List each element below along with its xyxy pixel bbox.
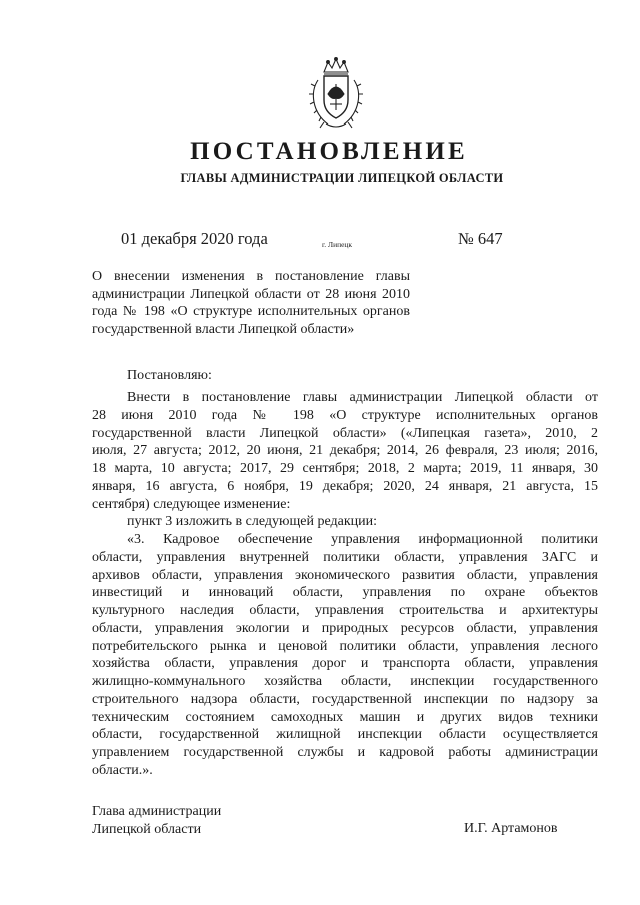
- body-line: культурного наследия области, управления строительства и архитектуры: [92, 603, 598, 618]
- issuer-subtitle: ГЛАВЫ АДМИНИСТРАЦИИ ЛИПЕЦКОЙ ОБЛАСТИ: [180, 171, 504, 185]
- signatory-position: [92, 803, 221, 839]
- body-line: инвестиций и инноваций области, управления по охране объектов: [92, 585, 598, 601]
- subject-line: года № 198 «О структуре исполнительных органов: [92, 304, 410, 319]
- body-line: строительного надзора области, государственной инспекции по надзору за: [92, 691, 598, 707]
- body-line: государственной власти Липецкой области» («Липецкая газета», 2010, 2: [92, 425, 598, 441]
- body-line: «3. Кадровое обеспечение управления информационной политики: [127, 532, 598, 547]
- body-line: области, государственной жилищной инспекции области осуществляется: [92, 727, 598, 743]
- body-line: области, управления внутренней политики области, управления ЗАГС и: [92, 549, 598, 565]
- document-body: [92, 389, 598, 780]
- body-line: архивов области, управления экономического развития области, управления: [92, 567, 598, 583]
- body-line: сентября) следующее изменение:: [92, 496, 291, 512]
- decree-word: Постановляю:: [127, 368, 212, 383]
- document-number: № 647: [458, 229, 503, 248]
- document-city: г. Липецк: [322, 240, 353, 249]
- body-line: 28 июня 2010 года № 198 «О структуре исполнительных органов: [92, 407, 598, 423]
- document-date: 01 декабря 2020 года: [121, 229, 268, 248]
- body-line: Внести в постановление главы администрации Липецкой области от: [127, 390, 598, 405]
- signatory-position-line: Глава администрации: [92, 804, 222, 819]
- subject-line: администрации Липецкой области от 28 июня 2010: [92, 286, 410, 302]
- body-line: жилищно-коммунального хозяйства области, инспекции государственного: [92, 674, 598, 689]
- subject-line: О внесении изменения в постановление главы: [92, 269, 410, 284]
- document-subject: [92, 268, 410, 338]
- body-line: управлением государственной службы и кадровой работы администрации: [92, 745, 598, 760]
- body-line: области.».: [92, 762, 153, 778]
- signatory-name: И.Г. Артамонов: [464, 821, 558, 836]
- body-line: 18 марта, 10 августа; 2017, 29 сентября; 2018, 2 марта; 2019, 11 января, 30: [92, 461, 598, 476]
- coat-of-arms-icon: [306, 56, 366, 132]
- subject-line: государственной власти Липецкой области»: [92, 321, 355, 337]
- body-line: техническим состоянием самоходных машин и других видов техники: [92, 709, 598, 725]
- body-line: области, управления экологии и природных ресурсов области, управления: [92, 620, 598, 636]
- signatory-position-line: Липецкой области: [92, 822, 202, 837]
- body-line: пункт 3 изложить в следующей редакции:: [127, 514, 377, 530]
- body-line: потребительского рынка и ценовой политики области, управления лесного: [92, 638, 598, 654]
- body-line: января, 16 августа, 6 ноября, 19 декабря; 2020, 24 января, 21 августа, 15: [92, 478, 598, 494]
- body-line: хозяйства области, управления дорог и транспорта области, управления: [92, 656, 598, 672]
- body-line: июля, 27 августа; 2012, 20 июня, 21 декабря; 2014, 26 февраля, 23 июля; 2016,: [92, 443, 598, 459]
- document-title: ПОСТАНОВЛЕНИЕ: [190, 138, 468, 165]
